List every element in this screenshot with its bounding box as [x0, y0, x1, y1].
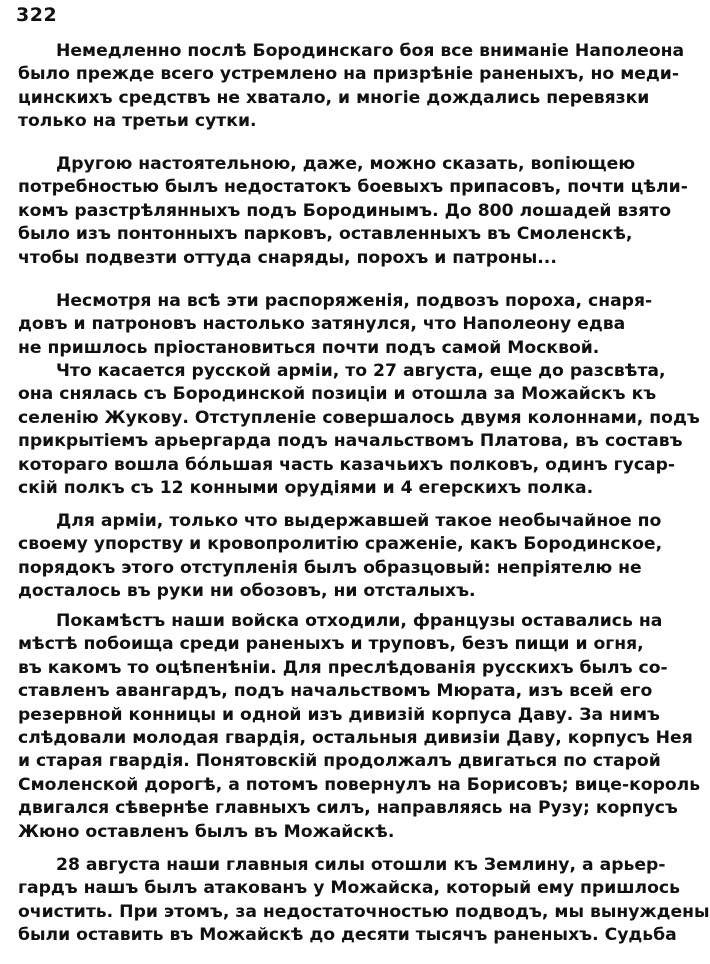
text-line: были оставить въ Можайскѣ до десяти тысячъ раненыхъ. Судьба — [18, 925, 677, 946]
paragraph — [18, 510, 663, 604]
text-line: было изъ понтонныхъ парковъ, оставленныхъ въ Смоленскѣ, — [18, 224, 633, 245]
text-line: резервной конницы и одной изъ дивизій корпуса Даву. За нимъ — [18, 704, 660, 725]
text-line: Жюно оставленъ былъ въ Можайскѣ. — [18, 821, 395, 842]
text-line: Покамѣстъ наши войска отходили, французы оставались на — [56, 611, 663, 631]
text-line: только на третьи сутки. — [18, 111, 257, 132]
text-line: слѣдовали молодая гвардія, остальныя дивизіи Даву, корпусъ Нея — [18, 727, 693, 748]
text-line: Смоленской дорогѣ, а потомъ повернулъ на Борисовъ; вице-король — [18, 774, 701, 795]
text-line: гардъ нашъ былъ атакованъ у Можайска, который ему пришлось — [18, 878, 680, 899]
text-line: селенію Жукову. Отступленіе совершалось двумя колоннами, подъ — [18, 407, 700, 428]
paragraph — [18, 854, 710, 948]
text-line: двигался сѣвернѣе главныхъ силъ, направляясь на Рузу; корпусъ — [18, 798, 678, 819]
text-line: чтобы подвезти оттуда снаряды, порохъ и патроны... — [18, 247, 557, 268]
text-line: Несмотря на всѣ эти распоряженія, подвозъ пороха, снаря- — [56, 291, 653, 311]
page-number: 322 — [16, 4, 58, 26]
text-line: скій полкъ съ 12 конными орудіями и 4 егерскихъ полка. — [18, 477, 594, 498]
text-line: котораго вошла бо́льшая часть казачьихъ полковъ, одинъ гусар- — [18, 454, 676, 475]
paragraph — [18, 610, 701, 844]
text-line: она снялась съ Бородинской позиціи и отошла за Можайскъ къ — [18, 384, 657, 405]
text-line: Что касается русской арміи, то 27 августа, еще до разсвѣта, — [56, 361, 666, 381]
text-line: комъ разстрѣлянныхъ подъ Бородинымъ. До 800 лошадей взято — [18, 200, 672, 221]
text-line: цинскихъ средствъ не хватало, и многіе дождались перевязки — [18, 87, 650, 108]
paragraph — [18, 40, 685, 134]
text-line: 28 августа наши главныя силы отошли къ Землину, а арьер- — [56, 855, 666, 875]
text-line: порядокъ этого отступленія былъ образцовый: непріятелю не — [18, 557, 642, 578]
text-line: очистить. При этомъ, за недостаточностью подводъ, мы вынуждены — [18, 901, 710, 922]
text-line: досталось въ руки ни обозовъ, ни отсталыхъ. — [18, 581, 476, 602]
paragraph — [18, 360, 700, 500]
text-line: Немедленно послѣ Бородинскаго боя все вниманіе Наполеона — [56, 41, 685, 61]
text-line: довъ и патроновъ настолько затянулся, что Наполеону едва — [18, 314, 626, 335]
text-line: Для арміи, только что выдержавшей такое необычайное по — [56, 511, 662, 531]
text-line: было прежде всего устремлено на призрѣніе раненыхъ, но меди- — [18, 64, 679, 85]
text-line: не пришлось пріостановиться почти подъ самой Москвой. — [18, 337, 600, 358]
text-line: Другою настоятельною, даже, можно сказать, вопіющею — [56, 154, 636, 174]
text-line: ставленъ авангардъ, подъ начальствомъ Мюрата, изъ всей его — [18, 681, 653, 702]
paragraph — [18, 153, 688, 270]
text-line: и старая гвардія. Понятовскій продолжалъ двигаться по старой — [18, 751, 661, 772]
text-line: своему упорству и кровопролитію сраженіе, какъ Бородинское, — [18, 534, 663, 555]
text-line: потребностью былъ недостатокъ боевыхъ припасовъ, почти цѣли- — [18, 177, 688, 198]
text-line: мѣстѣ побоища среди раненыхъ и труповъ, безъ пищи и огня, — [18, 634, 644, 655]
text-line: прикрытіемъ арьергарда подъ начальствомъ Платова, въ составъ — [18, 431, 683, 452]
text-line: въ какомъ то оцѣпенѣніи. Для преслѣдованія русскихъ былъ со- — [18, 657, 668, 678]
paragraph — [18, 290, 653, 360]
